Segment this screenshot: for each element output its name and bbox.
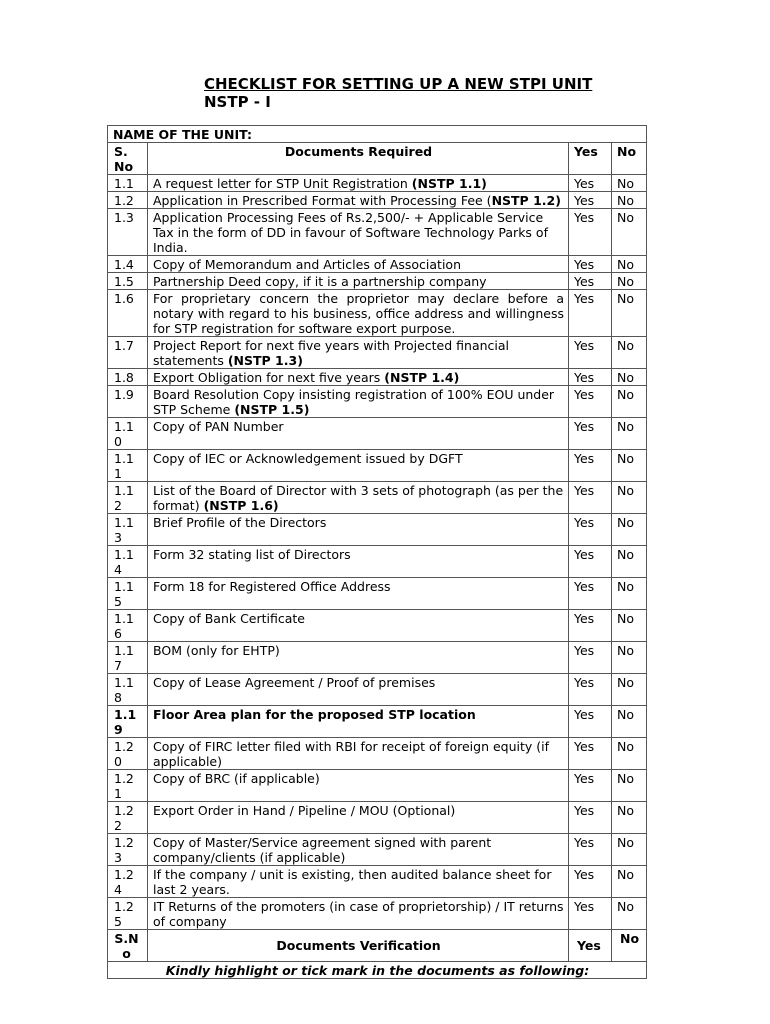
row-no-option[interactable]: No	[612, 642, 647, 674]
row-document-text: List of the Board of Director with 3 sets of photograph (as per the format)	[153, 483, 564, 513]
row-document	[148, 514, 569, 546]
checklist-row	[108, 546, 647, 578]
row-document	[148, 386, 569, 418]
checklist-row	[108, 175, 647, 192]
row-document-text: Export Obligation for next five years	[153, 370, 385, 385]
row-no-option[interactable]: No	[612, 514, 647, 546]
row-document-text: Copy of Master/Service agreement signed with parent company/clients (if applicable)	[153, 835, 492, 865]
header-row	[108, 143, 647, 175]
row-document	[148, 290, 569, 337]
row-no-option[interactable]: No	[612, 192, 647, 209]
row-sno: 1.1 4	[108, 546, 148, 578]
checklist-row	[108, 834, 647, 866]
row-document	[148, 578, 569, 610]
row-document-text: Form 32 stating list of Directors	[153, 547, 351, 562]
row-form-reference: (NSTP 1.5)	[234, 402, 310, 417]
row-document-text: Application Processing Fees of Rs.2,500/- + Applicable Service Tax in the form of DD in favour of Software Technology Parks of India.	[153, 210, 548, 255]
row-document-text: Application in Prescribed Format with Processing Fee (	[153, 193, 492, 208]
row-no-option[interactable]: No	[612, 386, 647, 418]
row-sno: 1.3	[108, 209, 148, 256]
document-title	[204, 75, 592, 111]
row-sno: 1.1 6	[108, 610, 148, 642]
verification-sno: S.N o	[108, 930, 148, 962]
checklist-row	[108, 770, 647, 802]
row-yes-option[interactable]: Yes	[569, 578, 612, 610]
row-sno: 1.1 1	[108, 450, 148, 482]
row-document	[148, 482, 569, 514]
header-documents: Documents Required	[148, 143, 569, 175]
row-form-reference: (NSTP 1.4)	[384, 370, 460, 385]
checklist-row	[108, 738, 647, 770]
row-document-text: Board Resolution Copy insisting registration of 100% EOU under STP Scheme	[153, 387, 555, 417]
row-sno: 1.4	[108, 256, 148, 273]
row-document	[148, 866, 569, 898]
row-document	[148, 256, 569, 273]
row-yes-option[interactable]: Yes	[569, 706, 612, 738]
row-document	[148, 610, 569, 642]
header-sno: S. No	[108, 143, 148, 175]
row-document-text: Copy of IEC or Acknowledgement issued by DGFT	[153, 451, 463, 466]
row-no-option[interactable]: No	[612, 418, 647, 450]
row-form-reference: (NSTP 1.1)	[411, 176, 487, 191]
unit-name-row	[108, 126, 647, 143]
row-no-option[interactable]: No	[612, 209, 647, 256]
row-yes-option[interactable]: Yes	[569, 610, 612, 642]
row-document-text: IT Returns of the promoters (in case of proprietorship) / IT returns of company	[153, 899, 564, 929]
row-sno: 1.2 2	[108, 802, 148, 834]
row-yes-option[interactable]: Yes	[569, 802, 612, 834]
row-yes-option[interactable]: Yes	[569, 770, 612, 802]
row-document	[148, 642, 569, 674]
checklist-row	[108, 369, 647, 386]
row-document	[148, 273, 569, 290]
row-sno: 1.2 0	[108, 738, 148, 770]
checklist-row	[108, 209, 647, 256]
row-no-option[interactable]: No	[612, 866, 647, 898]
row-document	[148, 674, 569, 706]
verification-label: Documents Verification	[148, 930, 569, 962]
row-no-option[interactable]: No	[612, 337, 647, 369]
row-yes-option[interactable]: Yes	[569, 290, 612, 337]
row-yes-option[interactable]: Yes	[569, 482, 612, 514]
row-document-text: Brief Profile of the Directors	[153, 515, 327, 530]
checklist-row	[108, 514, 647, 546]
row-document	[148, 418, 569, 450]
row-sno: 1.1 2	[108, 482, 148, 514]
row-sno: 1.5	[108, 273, 148, 290]
row-no-option[interactable]: No	[612, 770, 647, 802]
row-document	[148, 450, 569, 482]
row-document-text: Project Report for next five years with Projected financial statements	[153, 338, 509, 368]
row-document-text: BOM (only for EHTP)	[153, 643, 280, 658]
row-document	[148, 834, 569, 866]
row-no-option[interactable]: No	[612, 450, 647, 482]
checklist-row	[108, 802, 647, 834]
highlight-note: Kindly highlight or tick mark in the documents as following:	[108, 962, 647, 979]
row-yes-option[interactable]: Yes	[569, 369, 612, 386]
title-line-2: NSTP - I	[204, 93, 271, 111]
row-no-option[interactable]: No	[612, 369, 647, 386]
row-no-option[interactable]: No	[612, 610, 647, 642]
row-no-option[interactable]: No	[612, 834, 647, 866]
row-yes-option[interactable]: Yes	[569, 192, 612, 209]
row-document-text: Export Order in Hand / Pipeline / MOU (Optional)	[153, 803, 456, 818]
row-sno: 1.1 3	[108, 514, 148, 546]
row-document-text: For proprietary concern the proprietor may declare before a notary with regard to his business, office address and willingness for STP registration for software export purpose.	[153, 291, 564, 336]
row-no-option[interactable]: No	[612, 738, 647, 770]
row-document-text: Copy of PAN Number	[153, 419, 284, 434]
row-sno: 1.1 9	[108, 706, 148, 738]
row-document-text: Copy of BRC (if applicable)	[153, 771, 320, 786]
row-sno: 1.1 5	[108, 578, 148, 610]
checklist-row	[108, 610, 647, 642]
row-document-text: If the company / unit is existing, then audited balance sheet for last 2 years.	[153, 867, 552, 897]
checklist-row	[108, 450, 647, 482]
row-yes-option[interactable]: Yes	[569, 273, 612, 290]
row-no-option[interactable]: No	[612, 578, 647, 610]
row-form-reference: (NSTP 1.6)	[203, 498, 279, 513]
row-no-option[interactable]: No	[612, 290, 647, 337]
checklist-row	[108, 674, 647, 706]
verification-no: No	[612, 930, 647, 962]
checklist-row	[108, 482, 647, 514]
checklist-row	[108, 418, 647, 450]
row-document	[148, 706, 569, 738]
row-yes-option[interactable]: Yes	[569, 256, 612, 273]
row-yes-option[interactable]: Yes	[569, 834, 612, 866]
row-document	[148, 192, 569, 209]
row-document-text: Copy of Bank Certificate	[153, 611, 306, 626]
checklist-row	[108, 386, 647, 418]
checklist-row	[108, 192, 647, 209]
row-sno: 1.9	[108, 386, 148, 418]
row-document-text: Copy of FIRC letter filed with RBI for receipt of foreign equity (if applicable)	[153, 739, 550, 769]
row-yes-option[interactable]: Yes	[569, 898, 612, 930]
row-sno: 1.2	[108, 192, 148, 209]
row-no-option[interactable]: No	[612, 273, 647, 290]
row-sno: 1.1	[108, 175, 148, 192]
row-yes-option[interactable]: Yes	[569, 386, 612, 418]
row-document	[148, 209, 569, 256]
unit-name-label: NAME OF THE UNIT:	[108, 126, 647, 143]
row-document	[148, 802, 569, 834]
row-sno: 1.2 3	[108, 834, 148, 866]
row-form-reference: Floor Area plan for the proposed STP location	[153, 707, 476, 722]
row-yes-option[interactable]: Yes	[569, 674, 612, 706]
note-row	[108, 962, 647, 979]
row-no-option[interactable]: No	[612, 256, 647, 273]
row-document	[148, 738, 569, 770]
row-document-text: Copy of Lease Agreement / Proof of premises	[153, 675, 436, 690]
row-no-option[interactable]: No	[612, 802, 647, 834]
row-no-option[interactable]: No	[612, 898, 647, 930]
checklist-row	[108, 706, 647, 738]
row-sno: 1.2 5	[108, 898, 148, 930]
row-no-option[interactable]: No	[612, 546, 647, 578]
row-sno: 1.1 7	[108, 642, 148, 674]
row-no-option[interactable]: No	[612, 674, 647, 706]
row-sno: 1.2 1	[108, 770, 148, 802]
row-sno: 1.6	[108, 290, 148, 337]
row-yes-option[interactable]: Yes	[569, 418, 612, 450]
row-yes-option[interactable]: Yes	[569, 337, 612, 369]
row-document	[148, 369, 569, 386]
row-sno: 1.1 8	[108, 674, 148, 706]
row-no-option[interactable]: No	[612, 175, 647, 192]
checklist-row	[108, 337, 647, 369]
row-document	[148, 546, 569, 578]
row-document	[148, 898, 569, 930]
row-yes-option[interactable]: Yes	[569, 866, 612, 898]
header-no: No	[612, 143, 647, 175]
checklist-row	[108, 866, 647, 898]
row-document	[148, 175, 569, 192]
row-yes-option[interactable]: Yes	[569, 546, 612, 578]
row-document-text: Form 18 for Registered Office Address	[153, 579, 391, 594]
verification-yes: Yes	[569, 930, 612, 962]
row-sno: 1.8	[108, 369, 148, 386]
row-document-text: Partnership Deed copy, if it is a partnership company	[153, 274, 487, 289]
checklist-row	[108, 256, 647, 273]
checklist-row	[108, 273, 647, 290]
row-yes-option[interactable]: Yes	[569, 738, 612, 770]
checklist-table	[107, 125, 647, 979]
row-yes-option[interactable]: Yes	[569, 450, 612, 482]
verification-row	[108, 930, 647, 962]
row-yes-option[interactable]: Yes	[569, 642, 612, 674]
row-document	[148, 770, 569, 802]
header-yes: Yes	[569, 143, 612, 175]
title-line-1: CHECKLIST FOR SETTING UP A NEW STPI UNIT	[204, 75, 593, 93]
row-form-reference: NSTP 1.2)	[491, 193, 561, 208]
row-form-reference: (NSTP 1.3)	[227, 353, 303, 368]
row-yes-option[interactable]: Yes	[569, 514, 612, 546]
checklist-row	[108, 578, 647, 610]
row-sno: 1.2 4	[108, 866, 148, 898]
row-sno: 1.7	[108, 337, 148, 369]
checklist-row	[108, 642, 647, 674]
row-document-text: A request letter for STP Unit Registration	[153, 176, 412, 191]
row-yes-option[interactable]: Yes	[569, 175, 612, 192]
checklist-row	[108, 898, 647, 930]
row-no-option[interactable]: No	[612, 706, 647, 738]
row-no-option[interactable]: No	[612, 482, 647, 514]
row-document	[148, 337, 569, 369]
row-sno: 1.1 0	[108, 418, 148, 450]
row-yes-option[interactable]: Yes	[569, 209, 612, 256]
checklist-row	[108, 290, 647, 337]
row-document-text: Copy of Memorandum and Articles of Association	[153, 257, 462, 272]
